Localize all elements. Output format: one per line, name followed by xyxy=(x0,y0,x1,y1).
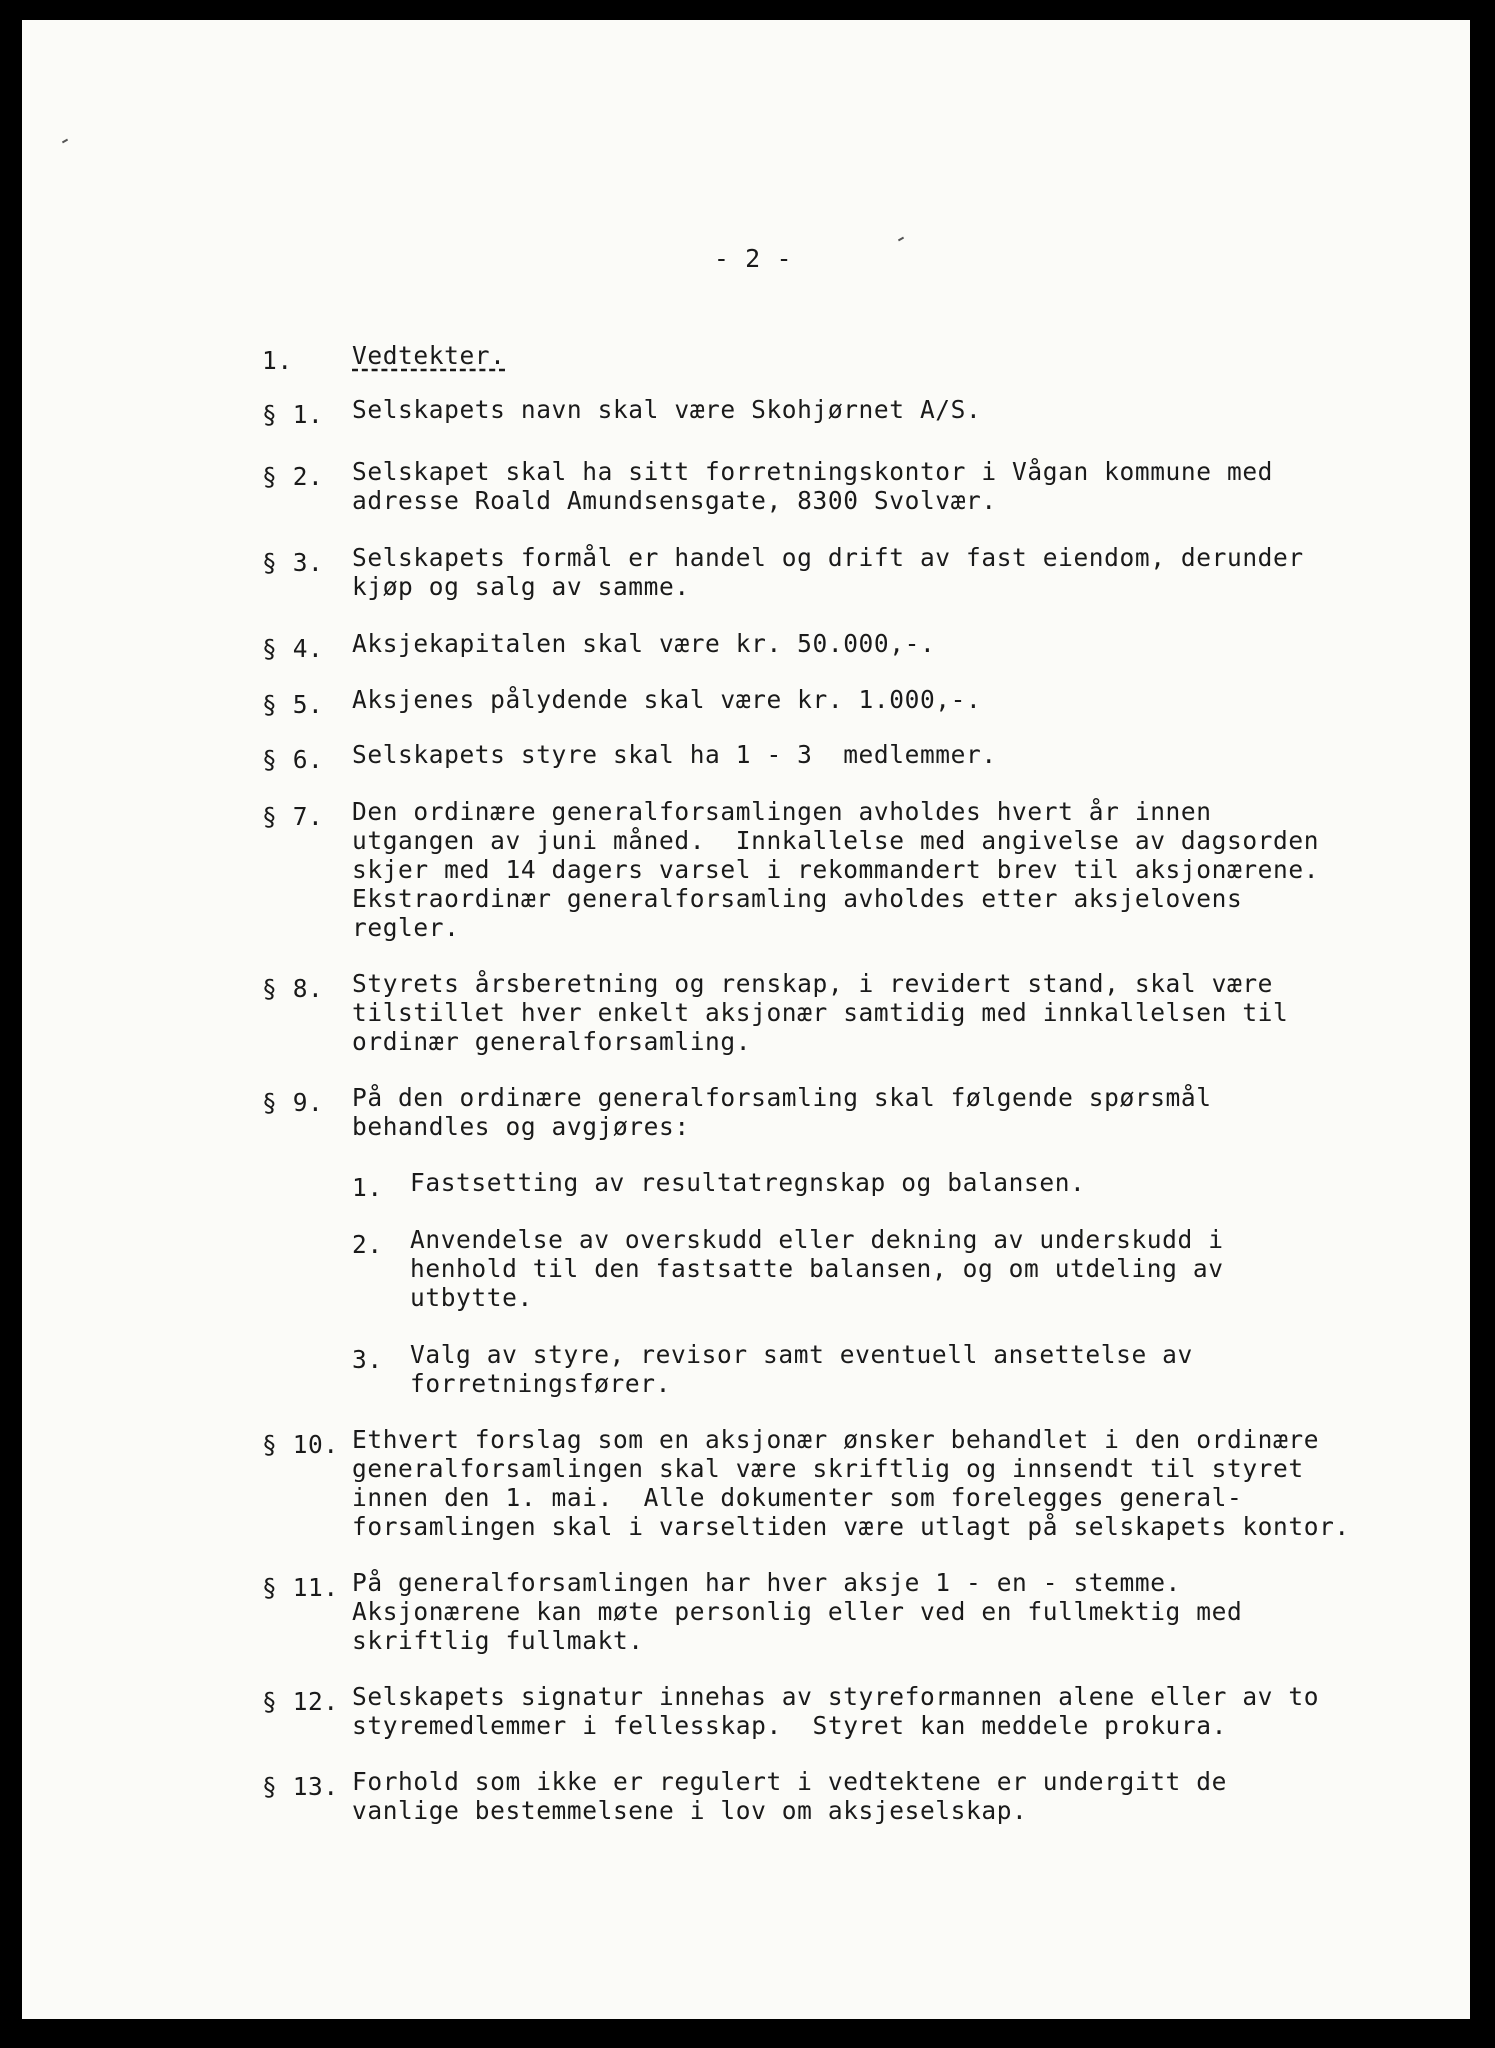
sub-item-text: Valg av styre, revisor samt eventuell ansettelse av forretningsfører. xyxy=(410,1340,1193,1398)
paragraph-text: Selskapet skal ha sitt forretningskontor i Vågan kommune med adresse Roald Amundsensgate, 8300 Svolvær. xyxy=(352,457,1274,515)
paragraph-number: § 12. xyxy=(262,1687,339,1716)
paragraph-text: Aksjenes pålydende skal være kr. 1.000,-. xyxy=(352,685,982,714)
paragraph-number: § 10. xyxy=(262,1430,339,1459)
paragraph-number: § 13. xyxy=(262,1772,339,1801)
sub-item-number: 1. xyxy=(352,1173,383,1202)
sub-item-number: 3. xyxy=(352,1345,383,1374)
paragraph-text: Aksjekapitalen skal være kr. 50.000,-. xyxy=(352,629,936,658)
paragraph-text: Forhold som ikke er regulert i vedtektene er undergitt de vanlige bestemmelsene i lov om aksjeselskap. xyxy=(352,1767,1227,1825)
paragraph-text: Selskapets formål er handel og drift av fast eiendom, derunder kjøp og salg av samme. xyxy=(352,543,1304,601)
sub-item-number: 2. xyxy=(352,1230,383,1259)
paragraph-text: Den ordinære generalforsamlingen avholdes hvert år innen utgangen av juni måned. Innkallelse med angivelse av dagsorden skjer med 14 dagers varsel i rekommandert brev til aksjonærene. Ekstraordinær generalforsamling avholdes etter aksjelovens regler. xyxy=(352,797,1320,942)
paragraph-number: § 2. xyxy=(262,462,324,491)
paragraph-text: Ethvert forslag som en aksjonær ønsker behandlet i den ordinære generalforsamlingen skal være skriftlig og innsendt til styret innen den 1. mai. Alle dokumenter som forelegges general- forsamlingen skal i varseltiden være utlagt på selskapets kontor. xyxy=(352,1425,1350,1541)
paragraph-text: Selskapets styre skal ha 1 - 3 medlemmer. xyxy=(352,740,997,769)
paragraph-number: § 1. xyxy=(262,400,324,429)
paragraph-number: § 3. xyxy=(262,548,324,577)
paragraph-number: § 9. xyxy=(262,1088,324,1117)
page-number: - 2 - xyxy=(713,244,793,273)
paper-speck xyxy=(62,139,68,144)
paragraph-text: Styrets årsberetning og renskap, i revidert stand, skal være tilstillet hver enkelt aksjonær samtidig med innkallelsen til ordinær generalforsamling. xyxy=(352,969,1289,1056)
section-title: Vedtekter. xyxy=(352,341,506,370)
paper-speck xyxy=(898,237,904,242)
paragraph-number: § 11. xyxy=(262,1573,339,1602)
paragraph-text: På generalforsamlingen har hver aksje 1 - en - stemme. Aksjonærene kan møte personlig eller ved en fullmektig med skriftlig fullmakt. xyxy=(352,1568,1243,1655)
sub-item-text: Anvendelse av overskudd eller dekning av underskudd i henhold til den fastsatte balansen, og om utdeling av utbytte. xyxy=(410,1225,1224,1312)
paragraph-text: På den ordinære generalforsamling skal følgende spørsmål behandles og avgjøres: xyxy=(352,1083,1212,1141)
section-number: 1. xyxy=(262,346,293,375)
document-page xyxy=(22,20,1470,2019)
sub-item-text: Fastsetting av resultatregnskap og balansen. xyxy=(410,1168,1086,1197)
paragraph-text: Selskapets navn skal være Skohjørnet A/S. xyxy=(352,395,982,424)
paragraph-number: § 4. xyxy=(262,634,324,663)
paragraph-number: § 6. xyxy=(262,745,324,774)
paragraph-number: § 7. xyxy=(262,802,324,831)
paragraph-number: § 5. xyxy=(262,690,324,719)
paragraph-text: Selskapets signatur innehas av styreformannen alene eller av to styremedlemmer i fellesskap. Styret kan meddele prokura. xyxy=(352,1682,1320,1740)
paragraph-number: § 8. xyxy=(262,974,324,1003)
